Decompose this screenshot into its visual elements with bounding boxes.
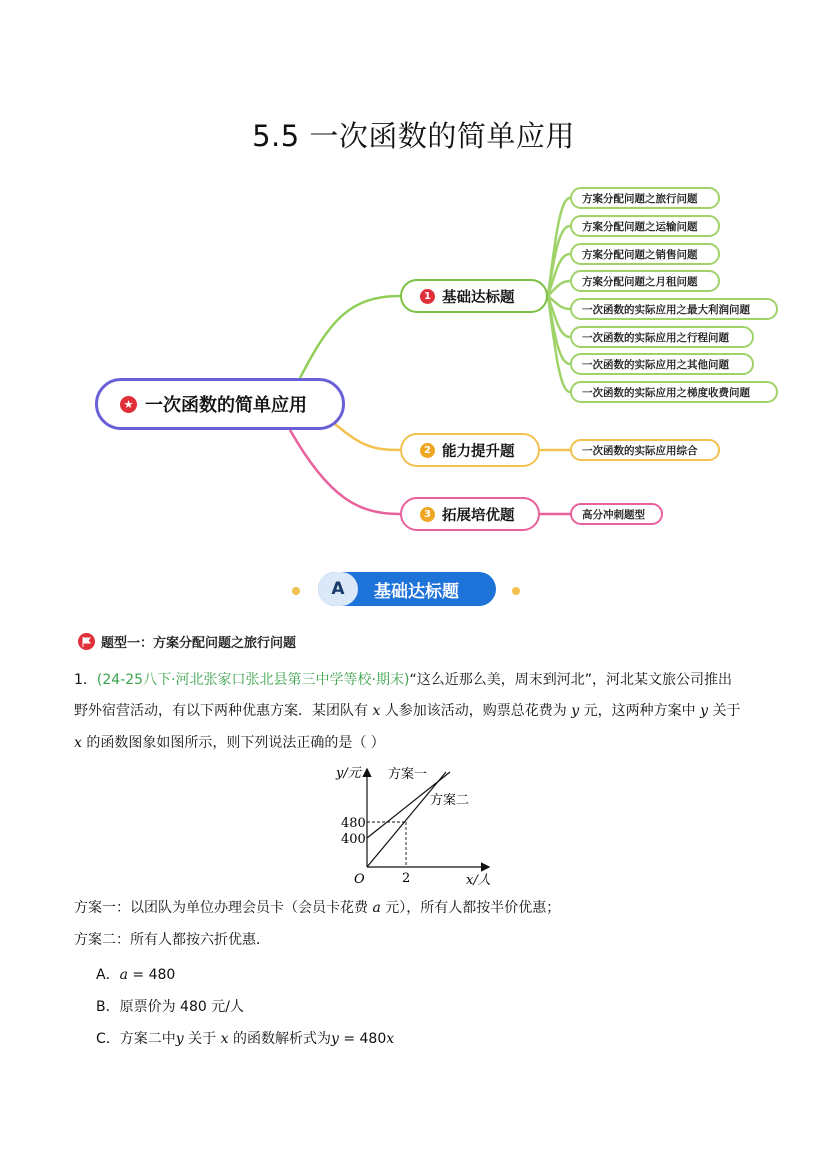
option-c[interactable] bbox=[96, 1028, 394, 1048]
mindmap-branch-3 bbox=[400, 497, 540, 531]
plan1-label: 方案一 bbox=[388, 767, 428, 782]
variable: y bbox=[700, 703, 709, 719]
mindmap-leaf: 一次函数的实际应用之最大利润问题 bbox=[570, 298, 778, 320]
mindmap-branch-2 bbox=[400, 433, 540, 467]
option-text: 的函数解析式为 bbox=[232, 1031, 331, 1047]
plan-1-text bbox=[74, 893, 754, 923]
mindmap-leaf: 高分冲刺题型 bbox=[570, 503, 663, 525]
variable: x bbox=[372, 703, 381, 719]
variable: x bbox=[386, 1031, 395, 1047]
question-text: 元），所有人都按半价优惠； bbox=[385, 900, 561, 916]
variable: y bbox=[571, 703, 580, 719]
variable: x bbox=[74, 735, 82, 751]
number-badge-icon: 2 bbox=[420, 443, 435, 458]
number-badge-icon: 1 bbox=[420, 289, 435, 304]
x-axis-label: x/人 bbox=[466, 873, 491, 888]
section-banner bbox=[318, 572, 496, 606]
mindmap-root-label: 一次函数的简单应用 bbox=[145, 395, 307, 416]
star-icon: ★ bbox=[120, 396, 137, 413]
option-text: = 480 bbox=[132, 967, 176, 983]
plan-2-text: 方案二：所有人都按六折优惠． bbox=[74, 932, 270, 948]
variable: a bbox=[119, 967, 128, 983]
question-number: 1． bbox=[74, 672, 97, 688]
option-text: = 480 bbox=[343, 1031, 387, 1047]
branch-label: 拓展培优题 bbox=[442, 507, 515, 524]
section-letter: A bbox=[318, 572, 358, 606]
plan2-line bbox=[367, 772, 446, 867]
question-line-1 bbox=[74, 665, 754, 695]
page-title: 5.5 一次函数的简单应用 bbox=[252, 119, 575, 153]
question-source[interactable]: (24-25八下·河北张家口张北县第三中学等校·期末) bbox=[96, 672, 410, 688]
y-axis-label: y/元 bbox=[336, 766, 361, 781]
topic-label: 题型一：方案分配问题之旅行问题 bbox=[101, 636, 297, 651]
question-text: 方案一：以团队为单位办理会员卡（会员卡花费 bbox=[74, 900, 368, 916]
option-a[interactable] bbox=[96, 964, 175, 984]
mindmap-leaf: 一次函数的实际应用综合 bbox=[570, 439, 720, 461]
question-text: 野外宿营活动，有以下两种优惠方案．某团队有 bbox=[74, 703, 368, 719]
question-line-2 bbox=[74, 696, 754, 726]
question-text: “这么近那么美，周末到河北”，河北某文旅公司推出 bbox=[409, 672, 732, 688]
question-text: 人参加该活动，购票总花费为 bbox=[384, 703, 567, 719]
mindmap-leaf: 一次函数的实际应用之其他问题 bbox=[570, 353, 754, 375]
option-b[interactable]: B．原票价为 480 元/人 bbox=[96, 999, 244, 1015]
branch-label: 基础达标题 bbox=[442, 289, 515, 306]
mindmap-leaf: 一次函数的实际应用之行程问题 bbox=[570, 326, 754, 348]
mindmap-branch-1 bbox=[400, 279, 548, 313]
variable: y bbox=[175, 1031, 184, 1047]
flag-icon bbox=[78, 633, 95, 650]
number-badge-icon: 3 bbox=[420, 507, 435, 522]
function-graph bbox=[330, 760, 500, 890]
mindmap-leaf: 方案分配问题之销售问题 bbox=[570, 243, 720, 265]
x-tick-2: 2 bbox=[402, 871, 411, 886]
option-text: 关于 bbox=[188, 1031, 217, 1047]
y-tick-400: 400 bbox=[341, 832, 366, 847]
mindmap-leaf: 一次函数的实际应用之梯度收费问题 bbox=[570, 381, 778, 403]
question-text: 元，这两种方案中 bbox=[583, 703, 696, 719]
question-line-3 bbox=[74, 728, 754, 758]
mindmap-leaf: 方案分配问题之旅行问题 bbox=[570, 187, 720, 209]
option-text: C．方案二中 bbox=[96, 1031, 176, 1047]
mindmap-root bbox=[95, 378, 345, 430]
question-text: 关于 bbox=[712, 703, 741, 719]
plan2-label: 方案二 bbox=[430, 793, 470, 808]
y-tick-480: 480 bbox=[341, 816, 366, 831]
variable: x bbox=[220, 1031, 229, 1047]
mindmap-leaf: 方案分配问题之月租问题 bbox=[570, 270, 720, 292]
branch-label: 能力提升题 bbox=[442, 443, 515, 460]
mindmap-leaf: 方案分配问题之运输问题 bbox=[570, 215, 720, 237]
section-label: 基础达标题 bbox=[374, 581, 459, 602]
variable: y bbox=[330, 1031, 339, 1047]
variable: a bbox=[372, 900, 381, 916]
question-text: 的函数图象如图所示，则下列说法正确的是（ ） bbox=[86, 735, 385, 751]
topic-heading bbox=[78, 632, 296, 651]
origin-label: O bbox=[354, 872, 365, 887]
option-label: A． bbox=[96, 967, 120, 983]
